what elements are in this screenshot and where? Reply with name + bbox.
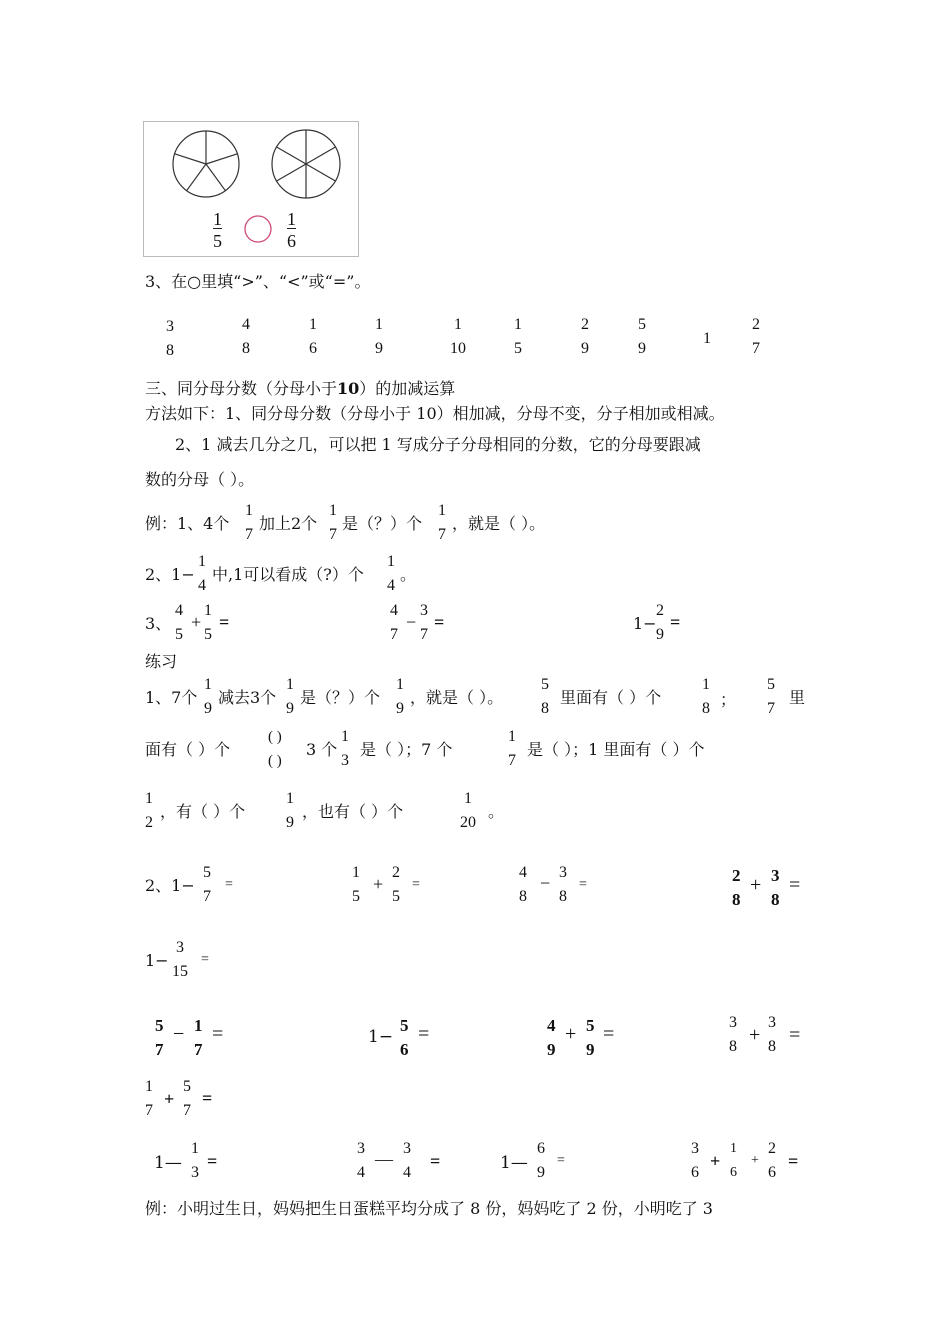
method-line-1: 方法如下：1、同分母分数（分母小于 10）相加减，分母不变，分子相加或相减。 — [145, 404, 725, 423]
q3-fraction: 1 6 — [309, 316, 317, 357]
example-fraction: 1 4 — [198, 553, 206, 594]
q3-fraction: 5 9 — [638, 316, 646, 357]
practice-fraction: 2 8 — [732, 866, 741, 909]
example-fraction: 1 7 — [438, 502, 446, 543]
circle-sixths — [272, 130, 340, 198]
practice-8-lead: 1— — [154, 1153, 182, 1173]
practice-fraction: 1 3 — [341, 728, 349, 769]
practice-fraction: 5 7 — [203, 864, 211, 905]
practice-3-b: ，也有（ ）个 — [302, 802, 404, 821]
equals-sign: = — [202, 1088, 213, 1108]
q3-title: 3、在○里填“>”、“<”或“=”。 — [145, 272, 371, 291]
minus-sign: − — [406, 612, 417, 632]
example-fraction: 4 5 — [175, 602, 183, 643]
practice-fraction-blank: ( ) ( ) — [268, 729, 282, 769]
practice-fraction: 1 9 — [204, 676, 212, 717]
practice-1-b: 减去3个 — [218, 688, 277, 707]
practice-fraction: 5 7 — [183, 1078, 191, 1119]
practice-title: 练习 — [145, 652, 178, 671]
practice-fraction: 1 7 — [145, 1078, 153, 1119]
equals-sign: = — [212, 1023, 224, 1045]
practice-fraction: 5 7 — [155, 1016, 164, 1059]
equals-sign: = — [418, 1023, 430, 1045]
equals-sign: = — [788, 1151, 799, 1171]
example-1-d: ，就是（ ）。 — [452, 514, 546, 533]
practice-2-c: 是（ ）；7 个 — [360, 740, 453, 759]
example-2-b: 中,1可以看成（?）个 — [212, 565, 364, 584]
practice-5-lead: 1− — [145, 951, 169, 970]
practice-fraction: 1 20 — [460, 790, 476, 831]
practice-fraction: 2 5 — [392, 864, 400, 905]
equals-sign: = — [225, 877, 233, 892]
example-fraction: 1 4 — [387, 553, 395, 594]
practice-fraction: 3 6 — [691, 1140, 699, 1181]
practice-fraction: 6 9 — [537, 1140, 545, 1181]
equals-sign: = — [557, 1153, 565, 1168]
figure-fraction-right: $\frac{1}{6}$ — [287, 209, 296, 251]
practice-fraction: 4 9 — [547, 1016, 556, 1059]
pie-circles — [144, 122, 358, 256]
equals-sign: = — [201, 952, 209, 967]
method-line-2: 2、1 减去几分之几，可以把 1 写成分子分母相同的分数，它的分母要跟减 — [175, 435, 701, 454]
example-2-c: 。 — [400, 565, 417, 584]
equals-sign: = — [430, 1151, 441, 1171]
practice-fraction: 1 3 — [191, 1140, 199, 1181]
plus-sign: + — [164, 1089, 175, 1109]
practice-fraction: 1 8 — [702, 676, 710, 717]
minus-sign: − — [173, 1023, 185, 1045]
practice-fraction: 3 8 — [729, 1014, 737, 1055]
practice-fraction: 3 4 — [403, 1140, 411, 1181]
plus-sign: + — [750, 874, 762, 896]
equals-sign: = — [412, 877, 420, 892]
practice-fraction: 1 6 — [730, 1141, 737, 1180]
practice-fraction: 1 9 — [286, 790, 294, 831]
practice-1-e: 里面有（ ）个 — [560, 688, 662, 707]
compare-circle — [245, 216, 271, 242]
practice-1-d: ，就是（ ）。 — [410, 688, 504, 707]
q3-fraction: 4 8 — [242, 316, 250, 357]
q3-whole-one: 1 — [703, 330, 711, 347]
equals-sign: = — [434, 612, 445, 632]
practice-3-c: 。 — [488, 802, 505, 821]
plus-sign: + — [565, 1023, 577, 1045]
example-1-b: 加上2个 — [259, 514, 318, 533]
q3-fraction: 2 9 — [581, 316, 589, 357]
q3-fraction: 1 9 — [375, 316, 383, 357]
practice-fraction: 1 2 — [145, 790, 153, 831]
plus-sign: + — [751, 1153, 759, 1168]
equals-sign: = — [603, 1023, 615, 1045]
example-1-c: 是（？）个 — [342, 514, 423, 533]
practice-2-b: 3 个 — [306, 740, 338, 759]
example-3-a: 3、 — [145, 614, 172, 633]
q3-fraction: 1 10 — [450, 316, 466, 357]
practice-fraction: 1 9 — [286, 676, 294, 717]
practice-2-a: 面有（ ）个 — [145, 740, 231, 759]
example-2-a: 2、1− — [145, 565, 195, 584]
equals-sign: = — [219, 612, 230, 632]
practice-fraction: 5 9 — [586, 1016, 595, 1059]
practice-fraction: 1 9 — [396, 676, 404, 717]
circle-fifths — [173, 131, 239, 197]
example-1-a: 例：1、4个 — [145, 514, 230, 533]
plus-sign: + — [373, 874, 384, 894]
example-fraction: 1 5 — [204, 602, 212, 643]
practice-fraction: 3 4 — [357, 1140, 365, 1181]
fraction-figure — [143, 121, 359, 257]
practice-2-d: 是（ ）；1 里面有（ ）个 — [527, 740, 705, 759]
example-fraction: 4 7 — [390, 602, 398, 643]
method-line-3: 数的分母（ ）。 — [145, 470, 255, 489]
practice-8-lead-2: 1— — [500, 1153, 528, 1173]
equals-sign: = — [670, 612, 681, 632]
equals-sign: = — [789, 874, 801, 896]
practice-fraction: 2 6 — [768, 1140, 776, 1181]
practice-fraction: 3 15 — [172, 939, 188, 980]
final-example: 例：小明过生日，妈妈把生日蛋糕平均分成了 8 份，妈妈吃了 2 份，小明吃了 3 — [145, 1199, 713, 1218]
example-fraction: 1 7 — [245, 502, 253, 543]
practice-1-c: 是（？）个 — [300, 688, 381, 707]
example-fraction: 1 7 — [329, 502, 337, 543]
practice-fraction: 1 5 — [352, 864, 360, 905]
practice-1-f: ； — [720, 690, 737, 709]
plus-sign: + — [749, 1024, 761, 1046]
example-fraction: 3 7 — [420, 602, 428, 643]
equals-sign: = — [579, 877, 587, 892]
practice-fraction: 3 8 — [559, 864, 567, 905]
q3-fraction: 3 8 — [166, 318, 174, 359]
practice-4-lead: 2、1− — [145, 876, 195, 895]
q3-fraction: 1 5 — [514, 316, 522, 357]
equals-sign: = — [789, 1024, 801, 1046]
practice-fraction: 3 8 — [771, 866, 780, 909]
practice-fraction: 1 7 — [508, 728, 516, 769]
example-fraction: 2 9 — [656, 602, 664, 643]
figure-fraction-left: $\frac{1}{5}$ — [213, 209, 222, 251]
minus-sign: − — [540, 873, 551, 893]
practice-fraction: 5 8 — [541, 676, 549, 717]
practice-1-a: 1、7个 — [145, 688, 198, 707]
practice-fraction: 5 6 — [400, 1016, 409, 1059]
practice-fraction: 1 7 — [194, 1016, 203, 1059]
plus-sign: + — [710, 1151, 721, 1171]
practice-fraction: 3 8 — [768, 1014, 776, 1055]
example-3-lead: 1− — [633, 614, 657, 633]
section3-title: 三、同分母分数（分母小于10）的加减运算 — [145, 379, 456, 398]
plus-sign: + — [191, 612, 202, 632]
q3-fraction: 2 7 — [752, 316, 760, 357]
practice-6-lead: 1− — [368, 1027, 394, 1047]
practice-1-g: 里 — [789, 688, 806, 707]
practice-fraction: 5 7 — [767, 676, 775, 717]
practice-fraction: 4 8 — [519, 864, 527, 905]
equals-sign: = — [207, 1151, 218, 1171]
practice-3-a: ，有（ ）个 — [160, 802, 246, 821]
minus-sign: — — [375, 1149, 393, 1169]
